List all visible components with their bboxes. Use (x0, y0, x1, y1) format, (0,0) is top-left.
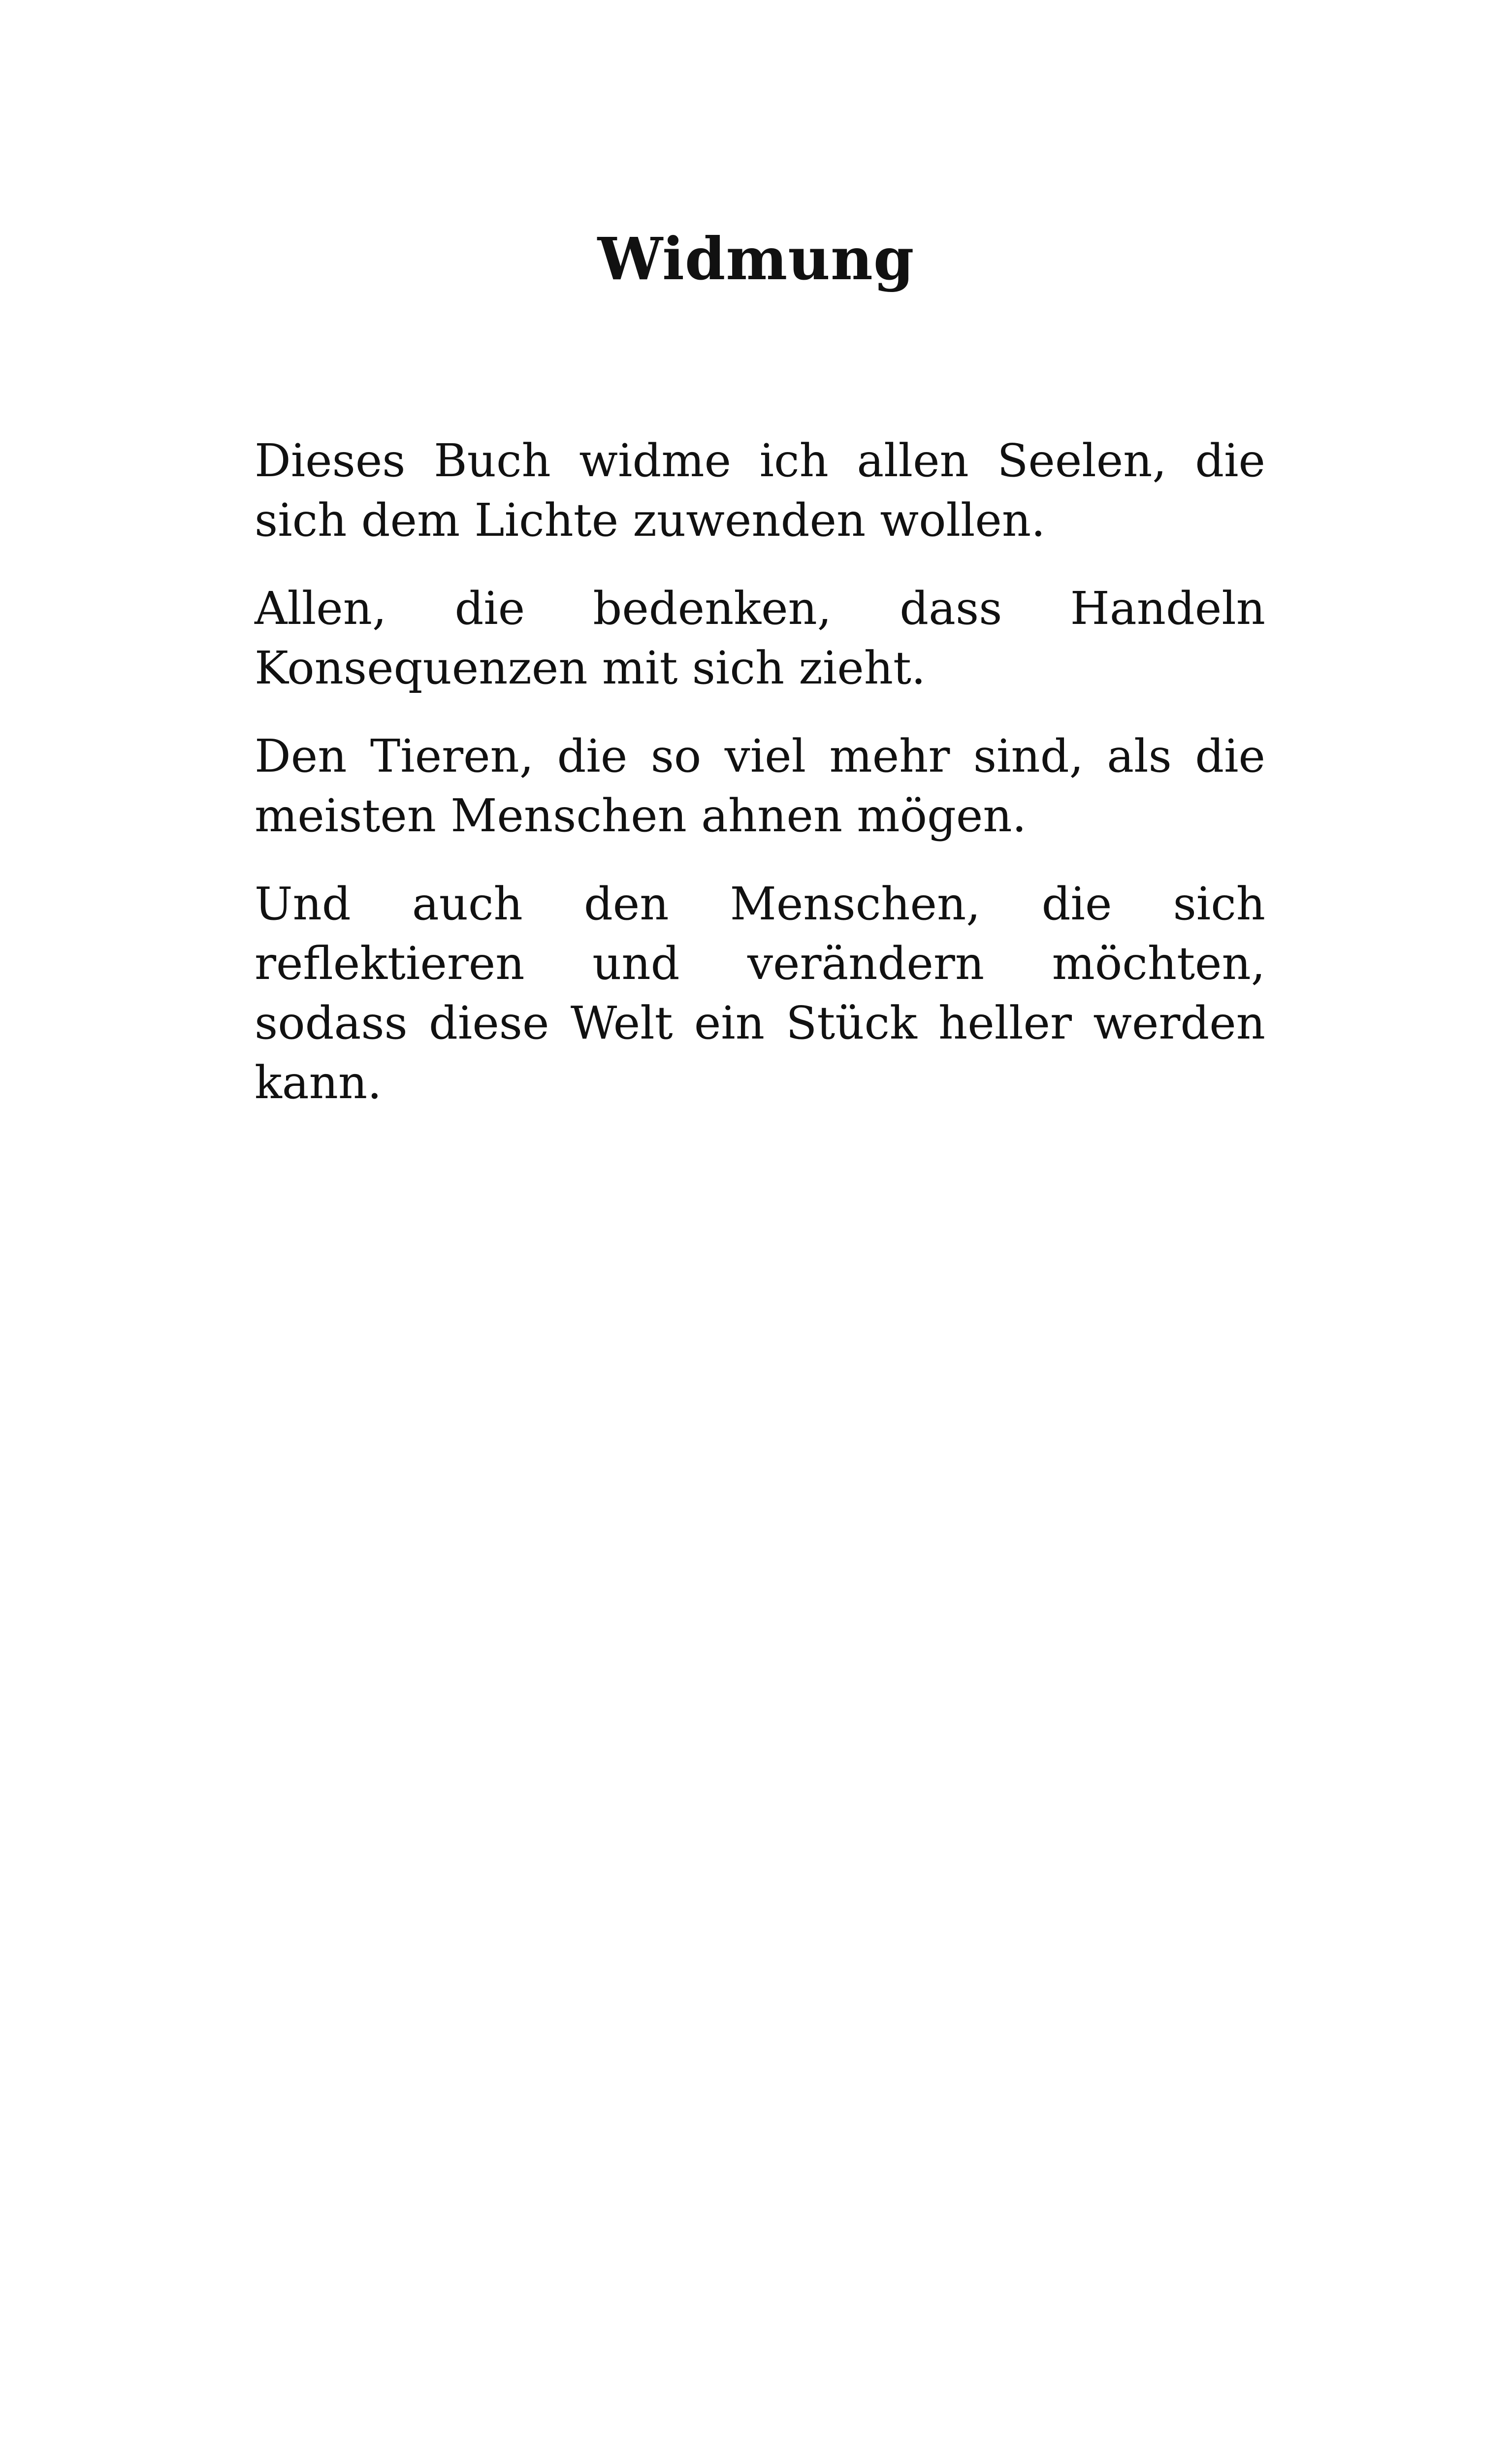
dedication-paragraph-2: Allen, die bedenken, dass Handeln Konsequenzen mit sich zieht. (255, 582, 1265, 694)
dedication-paragraph-4: Und auch den Menschen, die sich reflektieren und verändern möchten, sodass diese Welt ein Stück heller werden kann. (255, 878, 1265, 1109)
dedication-paragraph-1: Dieses Buch widme ich allen Seelen, die sich dem Lichte zuwenden wollen. (255, 434, 1265, 547)
page-title: Widmung (597, 225, 915, 293)
dedication-paragraph-3: Den Tieren, die so viel mehr sind, als die meisten Menschen ahnen mögen. (255, 730, 1265, 842)
dedication-body (255, 431, 1265, 1141)
